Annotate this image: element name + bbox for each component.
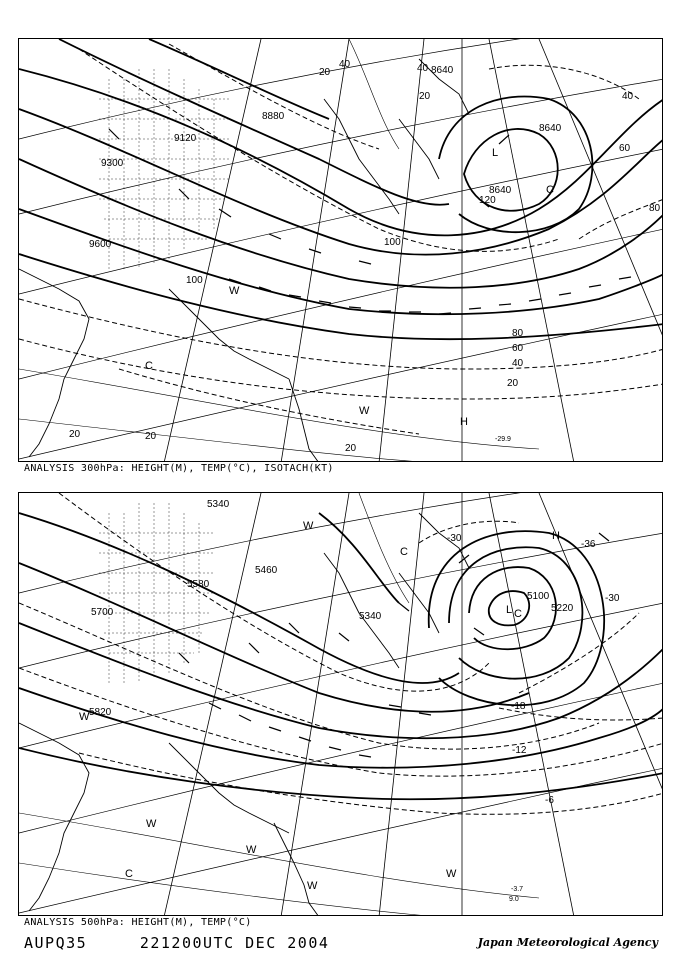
map-300hpa-canvas [19,39,663,462]
height-label: 8640 [489,185,512,196]
low-center-mark: L [506,604,513,616]
temperature-label: -30 [605,593,620,604]
cold-center-mark: C [514,608,522,620]
isotach-label: 20 [145,431,157,442]
isotach-label: 40 [512,358,524,369]
temperature-label: -12 [512,745,527,756]
isotach-label: 80 [512,328,524,339]
parallel-lines [19,493,663,913]
height-labels [89,499,574,718]
isotach-label: 60 [619,143,631,154]
temperature-note: -3.7 [511,886,524,893]
temperature-note: -29.9 [495,436,511,443]
temperature-label: -18 [511,701,526,712]
cold-center-mark: C [145,360,153,372]
high-center-mark: H [460,416,468,428]
height-contours [19,513,663,799]
high-center-mark: H [552,530,560,542]
product-header [24,934,329,952]
warm-center-mark: W [446,868,457,880]
terrain-hatch [99,503,214,683]
valid-time: 221200UTC DEC 2004 [139,934,330,952]
warm-center-mark: W [303,520,314,532]
warm-center-mark: W [246,844,257,856]
isotach-label: 120 [479,195,496,206]
warm-center-mark: W [229,285,240,297]
cold-center-mark: C [125,868,133,880]
isotach-label: 20 [69,429,81,440]
dewpoint-note: 9.0 [509,896,519,903]
caption-500hpa: ANALYSIS 500hPa: HEIGHT(M), TEMP(°C) [24,917,252,928]
meridian-lines [164,39,663,462]
height-label: 5220 [551,603,574,614]
height-label: 5700 [91,607,114,618]
temperature-label: -30 [447,533,462,544]
height-label: 9120 [174,133,197,144]
warm-center-mark: W [79,711,90,723]
wind-barbs [109,129,631,314]
thin-contours [19,493,539,916]
product-code: AUPQ35 [24,934,88,952]
height-label: 8640 [539,123,562,134]
height-label: 9600 [89,239,112,250]
map-500hpa [18,492,663,916]
isotach-contours [19,44,663,434]
low-center-mark: L [492,147,499,159]
isotach-label: 40 [417,63,429,74]
isotach-label: 80 [649,203,661,214]
isotach-label: 20 [319,67,331,78]
height-label: 5820 [89,707,112,718]
cold-center-mark: C [546,184,554,196]
height-label: 5580 [187,579,210,590]
isotach-label: 40 [339,59,351,70]
isotach-label: 20 [345,443,357,454]
isotach-label: 20 [507,378,519,389]
map-500hpa-canvas [19,493,663,916]
height-label: 5100 [527,591,550,602]
warm-center-mark: W [359,405,370,417]
height-label: 5460 [255,565,278,576]
height-label: 5340 [207,499,230,510]
height-label: 8640 [431,65,454,76]
height-label: 8880 [262,111,285,122]
height-label: 9300 [101,158,124,169]
temperature-label: -6 [545,795,554,806]
isotach-label: 60 [512,343,524,354]
caption-300hpa: ANALYSIS 300hPa: HEIGHT(M), TEMP(°C), ISOTACH(KT) [24,463,334,474]
agency-name: Japan Meteorological Agency [477,936,658,949]
isotach-label: 20 [419,91,431,102]
map-300hpa [18,38,663,462]
height-labels [89,65,562,250]
warm-center-mark: W [307,880,318,892]
cold-center-mark: C [400,546,408,558]
temperature-label: -36 [581,539,596,550]
parallel-lines [19,39,663,459]
isotach-label: 100 [186,275,203,286]
height-label: 5340 [359,611,382,622]
isotach-label: 100 [384,237,401,248]
isotach-label: 40 [622,91,634,102]
warm-center-mark: W [146,818,157,830]
